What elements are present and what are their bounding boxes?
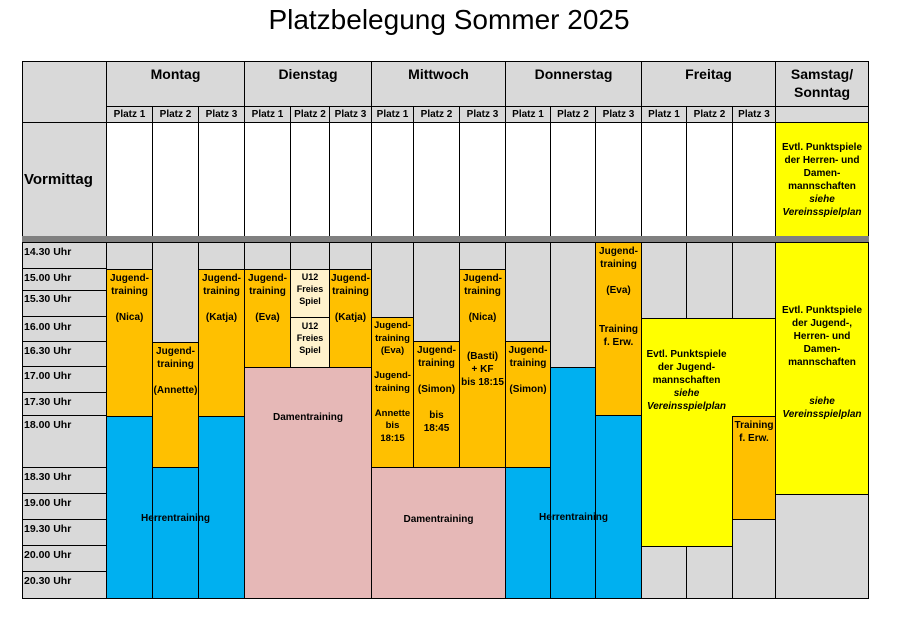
platz-label: Platz 2 xyxy=(693,108,726,120)
block-text: Jugend- training (Eva) xyxy=(248,273,287,323)
platz-label: Platz 1 xyxy=(512,108,544,120)
block-jugendtraining xyxy=(244,269,291,368)
block-jugendtraining xyxy=(329,269,372,368)
block-jugendtraining xyxy=(106,269,153,417)
platz-header xyxy=(290,106,330,123)
platz-header xyxy=(152,106,199,123)
block-jugendtraining xyxy=(198,269,245,417)
block-text-italic: siehe Vereinsspielplan xyxy=(782,396,862,420)
block-u12-freies-spiel xyxy=(290,317,330,368)
platz-label: Platz 3 xyxy=(466,108,499,120)
vormittag-cell xyxy=(413,122,460,237)
empty-slot xyxy=(641,546,687,599)
time-row-line xyxy=(22,467,107,468)
time-row-line xyxy=(22,493,107,494)
platz-label: Platz 3 xyxy=(334,108,367,120)
empty-slot xyxy=(290,242,330,270)
platz-label: Platz 1 xyxy=(648,108,680,120)
time-row-line xyxy=(22,545,107,546)
platz-header xyxy=(459,106,506,123)
herrentraining-label xyxy=(106,512,245,525)
platz-label: Platz 1 xyxy=(251,108,284,120)
vormittag-cell xyxy=(686,122,733,237)
block-jugendtraining xyxy=(459,269,506,468)
empty-slot xyxy=(686,242,733,319)
block-text: Herrentraining xyxy=(539,512,608,523)
day-label: Mittwoch xyxy=(408,66,469,82)
block-text: Evtl. Punktspiele der Jugend-, Herren- und Damen- mannschaften xyxy=(781,305,863,368)
vormittag-cell xyxy=(459,122,506,237)
block-text: Jugend- training (Katja) xyxy=(202,273,241,323)
platz-label: Platz 2 xyxy=(557,108,589,120)
platz-header xyxy=(505,106,551,123)
weekend-vormittag-punktspiele xyxy=(775,122,869,237)
block-text: Damentraining xyxy=(272,412,343,423)
block-damentraining xyxy=(371,467,506,599)
block-punktspiele-wochenende xyxy=(775,242,869,495)
time-label: 16.00 Uhr xyxy=(24,321,72,333)
platz-header xyxy=(106,106,153,123)
block-text: Evtl. Punktspiele der Herren- und Damen-mannschaften xyxy=(781,141,863,192)
vormittag-cell xyxy=(152,122,199,237)
empty-slot xyxy=(459,242,506,270)
time-row-line xyxy=(22,316,107,317)
time-label: 19.30 Uhr xyxy=(24,523,72,535)
day-header-freitag xyxy=(641,61,776,107)
vormittag-cell xyxy=(641,122,687,237)
block-text: Jugend- training (Eva) Training f. Erw. xyxy=(599,246,638,348)
vormittag-cell xyxy=(329,122,372,237)
platz-label: Platz 3 xyxy=(205,108,238,120)
day-header-montag xyxy=(106,61,245,107)
vormittag-label: Vormittag xyxy=(24,171,93,188)
time-label: 20.30 Uhr xyxy=(24,575,72,587)
block-text: Evtl. Punktspiele der Jugend- mannschaften xyxy=(646,349,727,386)
time-row-line xyxy=(22,571,107,572)
vormittag-cell xyxy=(290,122,330,237)
time-label: 15.30 Uhr xyxy=(24,293,72,305)
platz-header xyxy=(686,106,733,123)
day-label: Dienstag xyxy=(278,66,338,82)
block-herrentraining xyxy=(595,415,642,599)
time-row-line xyxy=(22,415,107,416)
vormittag-cell xyxy=(732,122,776,237)
block-damentraining xyxy=(244,367,372,599)
empty-slot xyxy=(732,242,776,319)
time-label: 20.00 Uhr xyxy=(24,549,72,561)
block-jugendtraining xyxy=(413,341,460,468)
empty-slot xyxy=(244,242,291,270)
vormittag-cell xyxy=(550,122,596,237)
block-text: Jugend- training (Simon) xyxy=(508,345,548,395)
time-row-line xyxy=(22,392,107,393)
block-text: Herrentraining xyxy=(141,513,210,524)
day-header-mittwoch xyxy=(371,61,506,107)
platz-label: Platz 1 xyxy=(376,108,409,120)
block-u12-freies-spiel xyxy=(290,269,330,318)
empty-slot xyxy=(106,242,153,270)
block-text: Training f. Erw. xyxy=(734,420,774,444)
platz-label: Platz 2 xyxy=(420,108,453,120)
block-jugendtraining xyxy=(371,317,414,468)
empty-slot xyxy=(732,519,776,599)
header-corner xyxy=(22,61,107,123)
time-row-line xyxy=(22,366,107,367)
platz-label: Platz 2 xyxy=(159,108,192,120)
block-text: Jugend- training (Eva) Jugend- training Annette bis 18:15 xyxy=(374,320,411,444)
empty-slot xyxy=(505,242,551,342)
time-label: 18.00 Uhr xyxy=(24,419,72,431)
day-label: Donnerstag xyxy=(534,66,613,82)
block-herrentraining xyxy=(106,416,153,599)
vormittag-cell xyxy=(595,122,642,237)
empty-slot xyxy=(198,242,245,270)
platz-header xyxy=(198,106,245,123)
block-herrentraining xyxy=(505,467,551,599)
block-herrentraining xyxy=(152,467,199,599)
herrentraining-label xyxy=(505,511,642,524)
time-row-line xyxy=(22,519,107,520)
time-label: 19.00 Uhr xyxy=(24,497,72,509)
block-jugendtraining xyxy=(505,341,551,468)
block-text: Jugend- training (Nica) xyxy=(110,273,149,323)
time-label: 16.30 Uhr xyxy=(24,345,72,357)
platz-header xyxy=(329,106,372,123)
time-row-line xyxy=(22,268,107,269)
time-label: 17.30 Uhr xyxy=(24,396,72,408)
vormittag-cell xyxy=(106,122,153,237)
time-label: 17.00 Uhr xyxy=(24,370,72,382)
block-text: Jugend- training (Nica) (Basti) + KF bis 18:15 xyxy=(461,273,504,388)
empty-slot xyxy=(152,242,199,343)
block-jugendtraining xyxy=(595,242,642,416)
vormittag-cell xyxy=(244,122,291,237)
platz-header xyxy=(550,106,596,123)
platz-label: Platz 3 xyxy=(738,108,770,120)
day-header-donnerstag xyxy=(505,61,642,107)
time-label: 14.30 Uhr xyxy=(24,246,72,258)
empty-slot xyxy=(641,242,687,319)
platz-header xyxy=(641,106,687,123)
block-training-erwachsene xyxy=(732,416,776,520)
block-text-italic: siehe Vereinsspielplan xyxy=(646,388,727,412)
vormittag-cell xyxy=(198,122,245,237)
time-row-line xyxy=(22,341,107,342)
block-text: Jugend- training (Annette) xyxy=(153,346,198,396)
block-text: Jugend- training (Katja) xyxy=(331,273,370,323)
empty-slot xyxy=(371,242,414,318)
block-text-italic: siehe Vereinsspielplan xyxy=(782,193,862,218)
block-jugendtraining xyxy=(152,342,199,468)
platz-header-weekend xyxy=(775,106,869,123)
empty-slot xyxy=(329,242,372,270)
time-label: 18.30 Uhr xyxy=(24,471,72,483)
platz-header xyxy=(413,106,460,123)
day-label: Montag xyxy=(150,66,201,82)
vormittag-label-cell xyxy=(22,122,107,237)
block-herrentraining xyxy=(198,416,245,599)
block-text: U12 Freies Spiel xyxy=(296,272,324,306)
platz-label: Platz 1 xyxy=(113,108,146,120)
empty-slot xyxy=(550,242,596,368)
day-label: Samstag/ Sonntag xyxy=(790,66,854,100)
vormittag-cell xyxy=(505,122,551,237)
vormittag-cell xyxy=(371,122,414,237)
day-header-wochenende xyxy=(775,61,869,107)
platz-header xyxy=(732,106,776,123)
block-herrentraining xyxy=(550,367,596,599)
day-label: Freitag xyxy=(685,66,732,82)
empty-slot xyxy=(775,494,869,599)
platz-header xyxy=(244,106,291,123)
platz-label: Platz 3 xyxy=(602,108,635,120)
time-label: 15.00 Uhr xyxy=(24,272,72,284)
time-row-line xyxy=(22,290,107,291)
page-title: Platzbelegung Sommer 2025 xyxy=(268,4,630,35)
block-text: Damentraining xyxy=(403,514,474,525)
day-header-dienstag xyxy=(244,61,372,107)
platz-header xyxy=(595,106,642,123)
block-text: Jugend- training (Simon) bis 18:45 xyxy=(417,345,456,434)
empty-slot xyxy=(686,546,733,599)
platz-label: Platz 2 xyxy=(294,108,326,120)
block-text: U12 Freies Spiel xyxy=(296,321,324,355)
platz-header xyxy=(371,106,414,123)
empty-slot xyxy=(413,242,460,342)
